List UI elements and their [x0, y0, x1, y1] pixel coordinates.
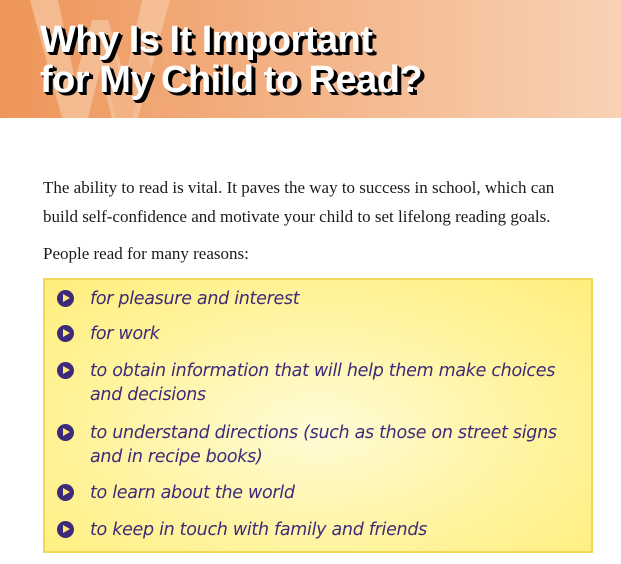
- reason-text: to obtain information that will help them make choices and decisions: [90, 361, 556, 405]
- reason-text: to understand directions (such as those on street signs and in recipe books): [90, 423, 557, 467]
- play-bullet-icon: [57, 521, 74, 538]
- reason-text: for work: [90, 324, 160, 344]
- reason-text: to keep in touch with family and friends: [90, 520, 427, 540]
- page-header: [0, 0, 621, 118]
- play-bullet-icon: [57, 290, 74, 307]
- play-bullet-icon: [57, 362, 74, 379]
- play-bullet-icon: [57, 325, 74, 342]
- page-title-line-1: Why Is It Important: [40, 19, 373, 61]
- reasons-lead-text: People read for many reasons:: [43, 244, 249, 263]
- intro-paragraph: The ability to read is vital. It paves the way to success in school, which can build self-confidence and motivate your child to set lifelong reading goals.: [43, 178, 555, 226]
- page-title: [40, 20, 422, 100]
- reasons-highlight-box: [43, 278, 593, 553]
- page-title-line-2: for My Child to Read?: [40, 59, 423, 101]
- play-bullet-icon: [57, 424, 74, 441]
- reason-text: to learn about the world: [90, 483, 295, 503]
- reason-text: for pleasure and interest: [90, 289, 300, 309]
- play-bullet-icon: [57, 484, 74, 501]
